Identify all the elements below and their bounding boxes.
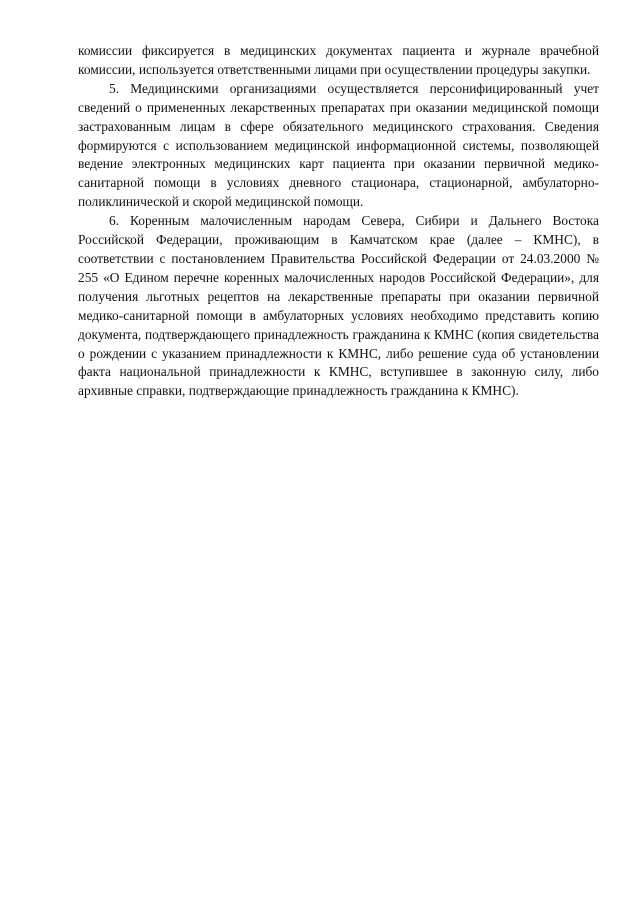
paragraph-item-6: 6. Коренным малочисленным народам Севера, Сибири и Дальнего Востока Российской Федерации, проживающим в Камчатском крае (далее – КМНС), в соответствии с постановлением Правительства Российской Федерации от 24.03.2000 № 255 «О Едином перечне коренных малочисленных народов Российской Федерации», для получения льготных рецептов на лекарственные препараты при оказании первичной медико-санитарной помощи в амбулаторных условиях необходимо представить копию документа, подтверждающего принадлежность гражданина к КМНС (копия свидетельства о рождении с указанием принадлежности к КМНС, либо решение суда об установлении факта национальной принадлежности к КМНС, вступившее в законную силу, либо архивные справки, подтверждающие принадлежность гражданина к КМНС). bbox=[78, 213, 599, 399]
paragraph-continuation: комиссии фиксируется в медицинских документах пациента и журнале врачебной комиссии, используется ответственными лицами при осуществлении процедуры закупки. bbox=[78, 43, 599, 77]
paragraph-item-5: 5. Медицинскими организациями осуществляется персонифицированный учет сведений о примененных лекарственных препаратах при оказании медицинской помощи застрахованным лицам в сфере обязательного медицинского страхования. Сведения формируются с использованием медицинской информационной системы, позволяющей ведение электронных медицинских карт пациента при оказании первичной медико-санитарной помощи в условиях дневного стационара, стационарной, амбулаторно-поликлинической и скорой медицинской помощи. bbox=[78, 80, 599, 210]
document-body bbox=[78, 42, 599, 401]
